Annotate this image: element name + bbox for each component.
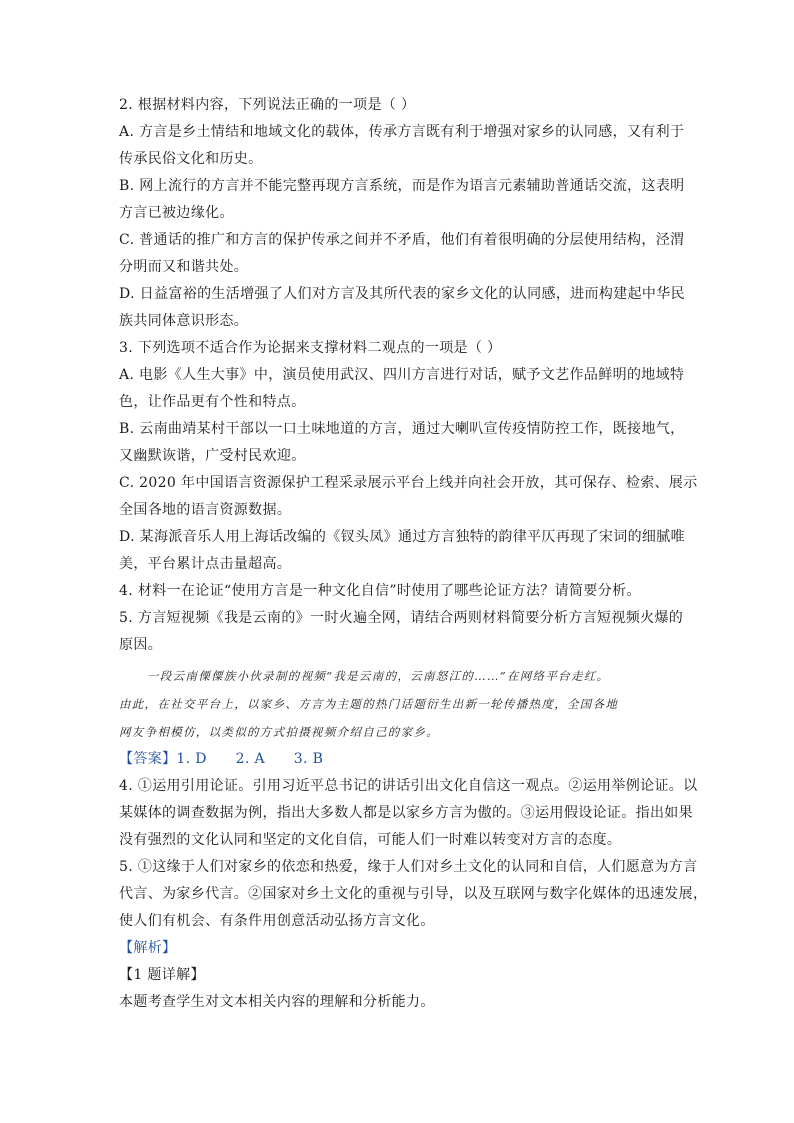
q3-option-d-line-1: D. 某海派音乐人用上海话改编的《钗头凤》通过方言独特的韵律平仄再现了宋词的细腻唯 xyxy=(119,529,685,545)
q2-option-c-line-2: 分明而又和谐共处。 xyxy=(119,259,249,275)
q3-option-b-line-1: B. 云南曲靖某村干部以一口土味地道的方言，通过大喇叭宣传疫情防控工作，既接地气， xyxy=(119,421,685,437)
q2-option-b-line-1: B. 网上流行的方言并不能完整再现方言系统，而是作为语言元素辅助普通话交流，这表明 xyxy=(119,178,685,194)
q2-option-d-line-1: D. 日益富裕的生活增强了人们对方言及其所代表的家乡文化的认同感，进而构建起中华民 xyxy=(119,286,685,302)
q2-option-a-line-2: 传承民俗文化和历史。 xyxy=(119,151,263,167)
q2-option-c-line-1: C. 普通话的推广和方言的保护传承之间并不矛盾，他们有着很明确的分层使用结构，泾渭 xyxy=(119,232,685,248)
q2-stem: 2. 根据材料内容，下列说法正确的一项是（ ） xyxy=(119,97,416,113)
answer-4-line-2: 某媒体的调查数据为例，指出大多数人都是以家乡方言为傲的。③运用假设论证。指出如果 xyxy=(119,805,693,821)
q2-option-b-line-2: 方言已被边缘化。 xyxy=(119,205,234,221)
analysis-label: 【解析】 xyxy=(119,940,177,956)
quote-line-2: 由此，在社交平台上，以家乡、方言为主题的热门话题衍生出新一轮传播热度，全国各地 xyxy=(119,697,619,711)
answer-4-line-3: 没有强烈的文化认同和坚定的文化自信，可能人们一时难以转变对方言的态度。 xyxy=(119,832,622,848)
answer-values: 1. D 2. A 3. B xyxy=(176,751,324,767)
q5-stem-line-1: 5. 方言短视频《我是云南的》一时火遍全网，请结合两则材料简要分析方言短视频火爆的 xyxy=(119,610,684,626)
q4-stem: 4. 材料一在论证“使用方言是一种文化自信”时使用了哪些论证方法？请简要分析。 xyxy=(119,583,641,599)
quote-line-1: 一段云南傈僳族小伙录制的视频“我是云南的，云南怒江的……”在网络平台走红。 xyxy=(147,669,610,683)
document-page xyxy=(119,92,708,1016)
q3-option-c-line-2: 全国各地的语言资源数据。 xyxy=(119,502,292,518)
q3-option-b-line-2: 又幽默诙谐，广受村民欢迎。 xyxy=(119,448,306,464)
answer-5-line-2: 代言、为家乡代言。②国家对乡土文化的重视与引导，以及互联网与数字化媒体的迅速发展， xyxy=(119,886,708,902)
q2-option-d-line-2: 族共同体意识形态。 xyxy=(119,313,249,329)
q3-option-c-line-1: C. 2020 年中国语言资源保护工程采录展示平台上线并向社会开放，其可保存、检索、展示 xyxy=(119,475,698,491)
answer-row xyxy=(119,746,675,773)
answer-5-line-1: 5. ①这缘于人们对家乡的依恋和热爱，缘于人们对乡土文化的认同和自信，人们愿意为方言 xyxy=(119,859,698,875)
answer-5-line-3: 使人们有机会、有条件用创意活动弘扬方言文化。 xyxy=(119,913,435,929)
answer-label: 【答案】 xyxy=(119,751,177,767)
quote-line-3: 网友争相模仿，以类似的方式拍摄视频介绍自己的家乡。 xyxy=(119,725,439,739)
q2-option-a-line-1: A. 方言是乡土情结和地域文化的载体，传承方言既有利于增强对家乡的认同感，又有利于 xyxy=(119,124,685,140)
q3-option-d-line-2: 美，平台累计点击量超高。 xyxy=(119,556,292,572)
answer-4-line-1: 4. ①运用引用论证。引用习近平总书记的讲话引出文化自信这一观点。②运用举例论证。以 xyxy=(119,778,698,794)
analysis-subheading: 【1 题详解】 xyxy=(119,967,205,983)
q3-option-a-line-1: A. 电影《人生大事》中，演员使用武汉、四川方言进行对话，赋予文艺作品鲜明的地域特 xyxy=(119,367,685,383)
q3-stem: 3. 下列选项不适合作为论据来支撑材料二观点的一项是（ ） xyxy=(119,340,502,356)
q3-option-a-line-2: 色，让作品更有个性和特点。 xyxy=(119,394,306,410)
analysis-text: 本题考查学生对文本相关内容的理解和分析能力。 xyxy=(119,994,435,1010)
q5-stem-line-2: 原因。 xyxy=(119,637,163,653)
